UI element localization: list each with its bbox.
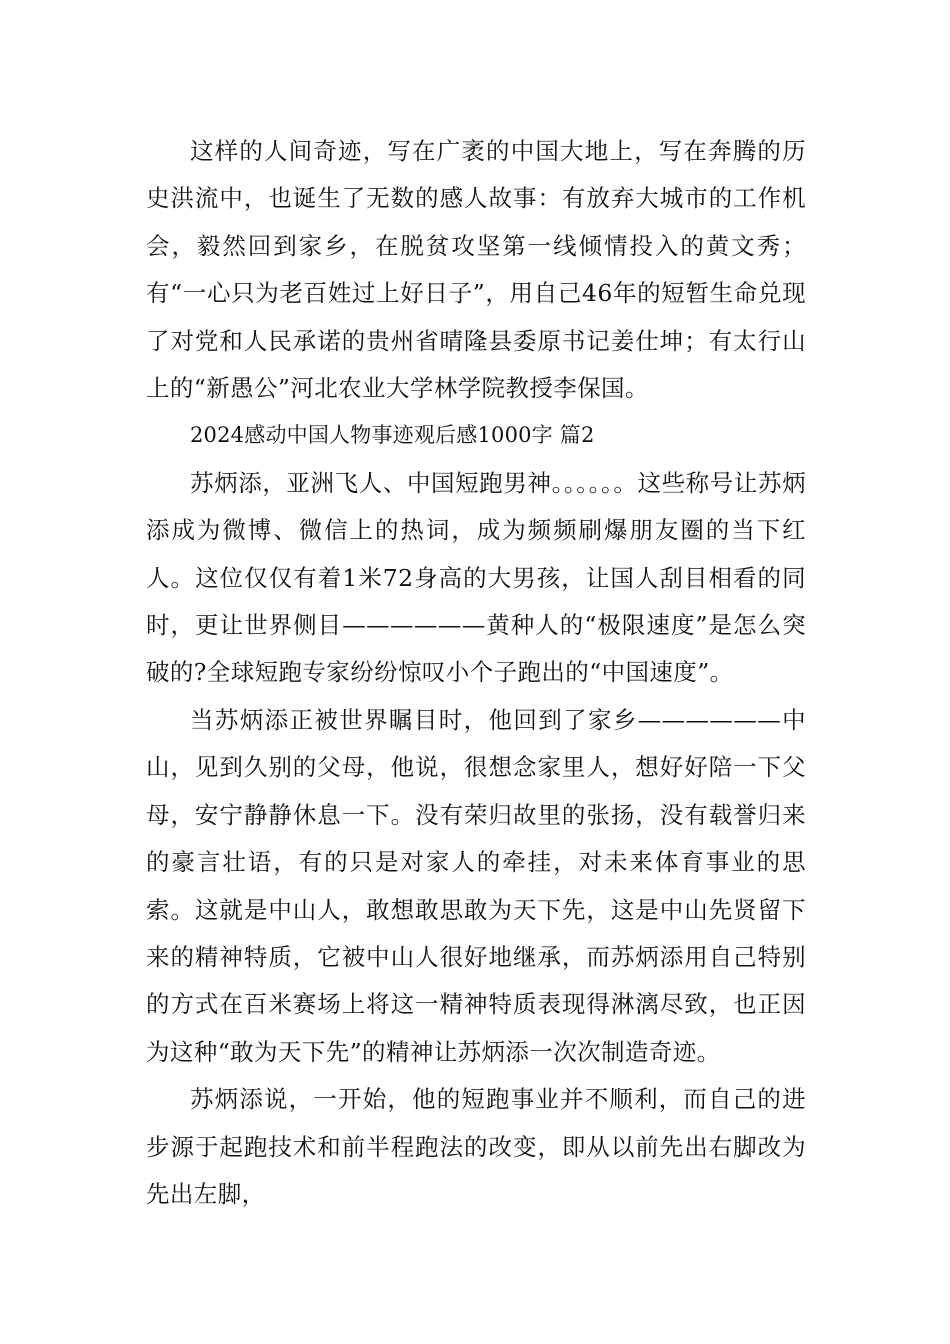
paragraph-huang-wenxiu: 这样的人间奇迹，写在广袤的中国大地上，写在奔腾的历史洪流中，也诞生了无数的感人故事：有放弃大城市的工作机会，毅然回到家乡，在脱贫攻坚第一线倾情投入的黄文秀；有“一心只为老百姓过上好日子”，用自己46年的短暂生命兑现了对党和人民承诺的贵州省晴隆县委原书记姜仕坤；有太行山上的“新愚公”河北农业大学林学院教授李保国。: [146, 137, 806, 403]
paragraph-su-bingtian-hometown: 当苏炳添正被世界瞩目时，他回到了家乡——————中山，见到久别的父母，他说，很想念家里人，想好好陪一下父母，安宁静静休息一下。没有荣归故里的张扬，没有载誉归来的豪言壮语，有的只是对家人的牵挂，对未来体育事业的思索。这就是中山人，敢想敢思敢为天下先，这是中山先贤留下来的精神特质，它被中山人很好地继承，而苏炳添用自己特别的方式在百米赛场上将这一精神特质表现得淋漓尽致，也正因为这种“敢为天下先”的精神让苏炳添一次次制造奇迹。: [146, 705, 806, 1066]
document-body: [146, 128, 806, 1218]
paragraph-su-bingtian-intro: 苏炳添，亚洲飞人、中国短跑男神。。。。。。这些称号让苏炳添成为微博、微信上的热词，成为频频刷爆朋友圈的当下红人。这位仅仅有着1米72身高的大男孩，让国人刮目相看的同时，更让世界侧目——————黄种人的“极限速度”是怎么突破的?全球短跑专家纷纷惊叹小个子跑出的“中国速度”。: [146, 468, 806, 687]
paragraph-su-bingtian-technique: 苏炳添说，一开始，他的短跑事业并不顺利，而自己的进步源于起跑技术和前半程跑法的改变，即从以前先出右脚改为先出左脚，: [146, 1085, 806, 1208]
section-heading-part-2: 2024感动中国人物事迹观后感1000字 篇2: [190, 423, 595, 448]
